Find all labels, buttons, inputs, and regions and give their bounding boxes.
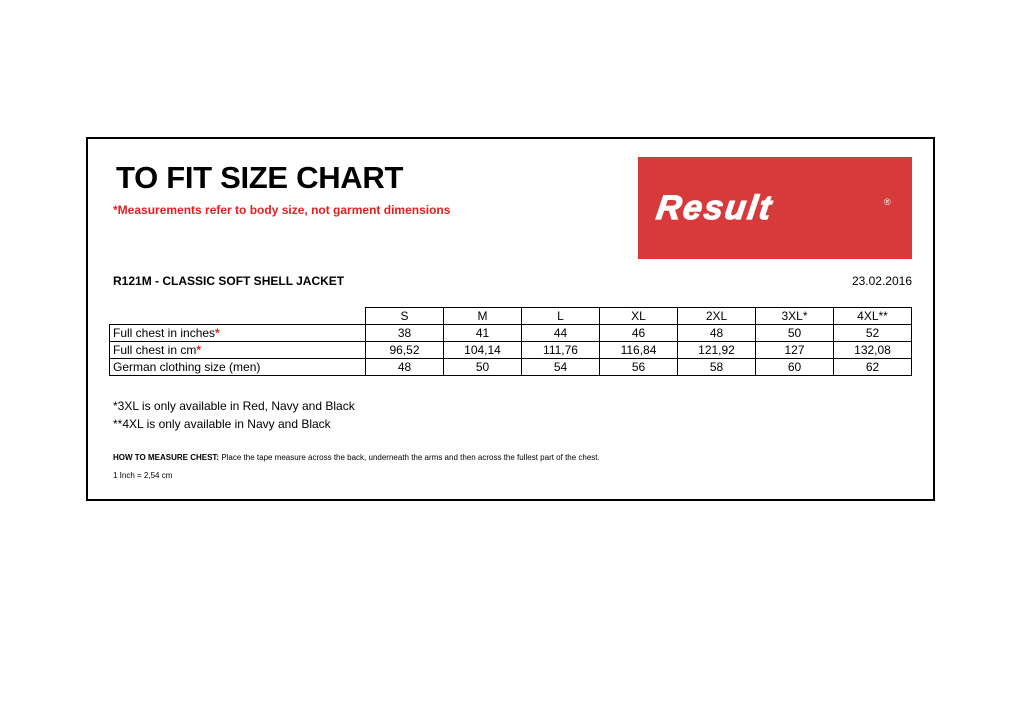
size-table (109, 307, 912, 376)
result-logo (638, 157, 912, 259)
availability-note-3xl: *3XL is only available in Red, Navy and Black (113, 399, 355, 413)
size-header-row (110, 308, 912, 325)
table-cell: 116,84 (600, 342, 678, 359)
table-cell: 50 (756, 325, 834, 342)
table-cell: 50 (444, 359, 522, 376)
table-row (110, 325, 912, 342)
size-header-cell: 4XL** (834, 308, 912, 325)
row-label-star: * (196, 343, 202, 357)
measure-text: Place the tape measure across the back, underneath the arms and then across the fullest part of the chest. (221, 453, 600, 462)
row-label: German clothing size (men) (113, 360, 261, 374)
table-cell: 46 (600, 325, 678, 342)
table-row (110, 359, 912, 376)
availability-note-4xl: **4XL is only available in Navy and Black (113, 417, 331, 431)
table-cell: 56 (600, 359, 678, 376)
size-header-cell: S (366, 308, 444, 325)
inch-conversion: 1 Inch = 2,54 cm (113, 471, 173, 480)
page-title: TO FIT SIZE CHART (116, 160, 404, 195)
table-cell: 121,92 (678, 342, 756, 359)
product-name: R121M - CLASSIC SOFT SHELL JACKET (113, 274, 345, 288)
availability-notes (113, 397, 355, 433)
registered-mark: ® (884, 197, 891, 207)
table-cell: 132,08 (834, 342, 912, 359)
row-label: Full chest in cm (113, 343, 197, 357)
measure-heading: HOW TO MEASURE CHEST: (113, 453, 220, 462)
table-cell: 104,14 (444, 342, 522, 359)
size-header-cell: L (522, 308, 600, 325)
header-blank-cell (110, 308, 366, 325)
row-label-cell (110, 325, 366, 342)
size-header-cell: M (444, 308, 522, 325)
chart-date: 23.02.2016 (851, 274, 912, 288)
result-logo-mark (638, 157, 912, 259)
table-cell: 48 (366, 359, 444, 376)
size-header-cell: XL (600, 308, 678, 325)
row-label-cell (110, 342, 366, 359)
table-cell: 60 (756, 359, 834, 376)
table-cell: 48 (678, 325, 756, 342)
table-cell: 62 (834, 359, 912, 376)
table-cell: 54 (522, 359, 600, 376)
logo-wordmark: Result (654, 189, 776, 227)
table-cell: 111,76 (522, 342, 600, 359)
row-label-star: * (215, 326, 220, 340)
row-label-cell (110, 359, 366, 376)
size-header-cell: 2XL (678, 308, 756, 325)
measurement-note: *Measurements refer to body size, not garment dimensions (113, 203, 451, 217)
measure-instructions (113, 453, 600, 462)
table-cell: 127 (756, 342, 834, 359)
size-header-cell: 3XL* (756, 308, 834, 325)
table-row (110, 342, 912, 359)
table-cell: 52 (834, 325, 912, 342)
table-cell: 96,52 (366, 342, 444, 359)
table-cell: 44 (522, 325, 600, 342)
row-label: Full chest in inches (113, 326, 216, 340)
table-cell: 41 (444, 325, 522, 342)
table-cell: 58 (678, 359, 756, 376)
table-cell: 38 (366, 325, 444, 342)
